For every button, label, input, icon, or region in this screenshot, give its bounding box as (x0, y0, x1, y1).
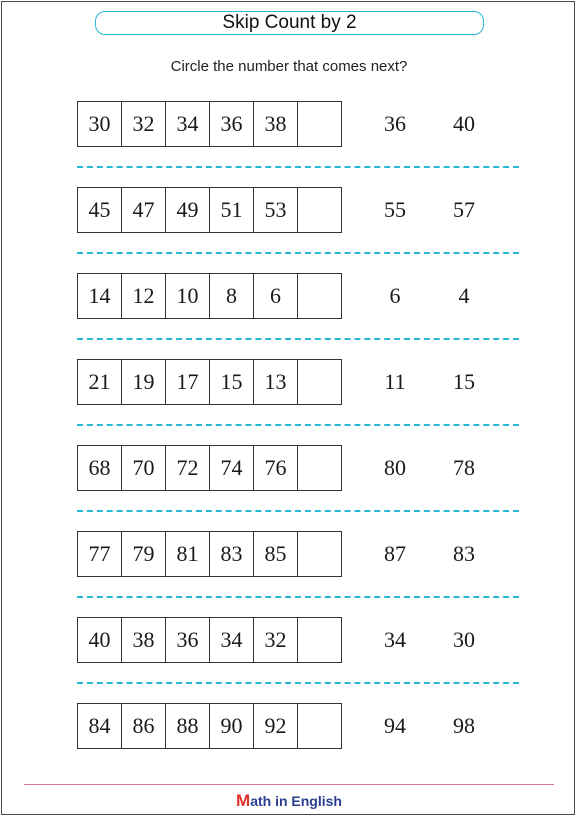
answer-option[interactable]: 94 (384, 713, 406, 738)
sequence-cell: 83 (210, 531, 254, 577)
sequence-cell: 79 (122, 531, 166, 577)
exercise-row (0, 617, 578, 663)
sequence-cell: 81 (166, 531, 210, 577)
sequence-cell: 36 (210, 101, 254, 147)
answer-blank-cell[interactable] (298, 359, 342, 405)
sequence-cell: 17 (166, 359, 210, 405)
footer-logo (0, 791, 578, 811)
exercise-row (0, 101, 578, 147)
sequence-cell: 30 (78, 101, 122, 147)
dashed-divider (77, 596, 519, 598)
number-sequence (77, 617, 342, 663)
number-sequence (77, 101, 342, 147)
sequence-cell: 86 (122, 703, 166, 749)
answer-blank-cell[interactable] (298, 273, 342, 319)
answer-option[interactable]: 30 (453, 627, 475, 652)
sequence-cell: 32 (254, 617, 298, 663)
dashed-divider (77, 510, 519, 512)
sequence-cell: 72 (166, 445, 210, 491)
number-sequence (77, 273, 342, 319)
number-sequence (77, 187, 342, 233)
answer-option[interactable]: 57 (453, 197, 475, 222)
answer-blank-cell[interactable] (298, 187, 342, 233)
sequence-cell: 21 (78, 359, 122, 405)
instruction-text: Circle the number that comes next? (170, 58, 408, 75)
dashed-divider (77, 252, 519, 254)
answer-blank-cell[interactable] (298, 617, 342, 663)
exercise-row (0, 273, 578, 319)
sequence-cell: 8 (210, 273, 254, 319)
sequence-cell: 34 (166, 101, 210, 147)
sequence-cell: 90 (210, 703, 254, 749)
exercise-row (0, 531, 578, 577)
answer-blank-cell[interactable] (298, 101, 342, 147)
sequence-cell: 51 (210, 187, 254, 233)
sequence-cell: 32 (122, 101, 166, 147)
sequence-cell: 40 (78, 617, 122, 663)
answer-option[interactable]: 98 (453, 713, 475, 738)
sequence-cell: 88 (166, 703, 210, 749)
answer-option[interactable]: 6 (389, 283, 401, 308)
answer-option[interactable]: 87 (384, 541, 406, 566)
sequence-cell: 14 (78, 273, 122, 319)
answer-option[interactable]: 15 (453, 369, 475, 394)
dashed-divider (77, 682, 519, 684)
sequence-cell: 77 (78, 531, 122, 577)
number-sequence (77, 703, 342, 749)
answer-blank-cell[interactable] (298, 703, 342, 749)
answer-option[interactable]: 11 (384, 369, 406, 394)
number-sequence (77, 359, 342, 405)
sequence-cell: 70 (122, 445, 166, 491)
answer-option[interactable]: 40 (453, 111, 475, 136)
sequence-cell: 6 (254, 273, 298, 319)
answer-option[interactable]: 34 (384, 627, 406, 652)
exercise-row (0, 359, 578, 405)
answer-blank-cell[interactable] (298, 531, 342, 577)
exercise-row (0, 187, 578, 233)
sequence-cell: 10 (166, 273, 210, 319)
sequence-cell: 45 (78, 187, 122, 233)
sequence-cell: 74 (210, 445, 254, 491)
dashed-divider (77, 424, 519, 426)
sequence-cell: 36 (166, 617, 210, 663)
answer-option[interactable]: 80 (384, 455, 406, 480)
sequence-cell: 38 (254, 101, 298, 147)
answer-option[interactable]: 4 (458, 283, 470, 308)
logo-letter-m: M (236, 791, 251, 810)
number-sequence (77, 445, 342, 491)
worksheet-title: Skip Count by 2 (95, 11, 484, 35)
sequence-cell: 34 (210, 617, 254, 663)
exercise-row (0, 703, 578, 749)
sequence-cell: 92 (254, 703, 298, 749)
answer-blank-cell[interactable] (298, 445, 342, 491)
answer-option[interactable]: 83 (453, 541, 475, 566)
sequence-cell: 84 (78, 703, 122, 749)
sequence-cell: 13 (254, 359, 298, 405)
footer-divider (24, 784, 554, 785)
sequence-cell: 85 (254, 531, 298, 577)
sequence-cell: 53 (254, 187, 298, 233)
sequence-cell: 76 (254, 445, 298, 491)
sequence-cell: 47 (122, 187, 166, 233)
answer-option[interactable]: 55 (384, 197, 406, 222)
answer-option[interactable]: 36 (384, 111, 406, 136)
sequence-cell: 68 (78, 445, 122, 491)
sequence-cell: 15 (210, 359, 254, 405)
sequence-cell: 49 (166, 187, 210, 233)
exercise-row (0, 445, 578, 491)
logo-text: ath in English (250, 793, 342, 809)
dashed-divider (77, 166, 519, 168)
number-sequence (77, 531, 342, 577)
sequence-cell: 38 (122, 617, 166, 663)
sequence-cell: 12 (122, 273, 166, 319)
answer-option[interactable]: 78 (453, 455, 475, 480)
sequence-cell: 19 (122, 359, 166, 405)
dashed-divider (77, 338, 519, 340)
